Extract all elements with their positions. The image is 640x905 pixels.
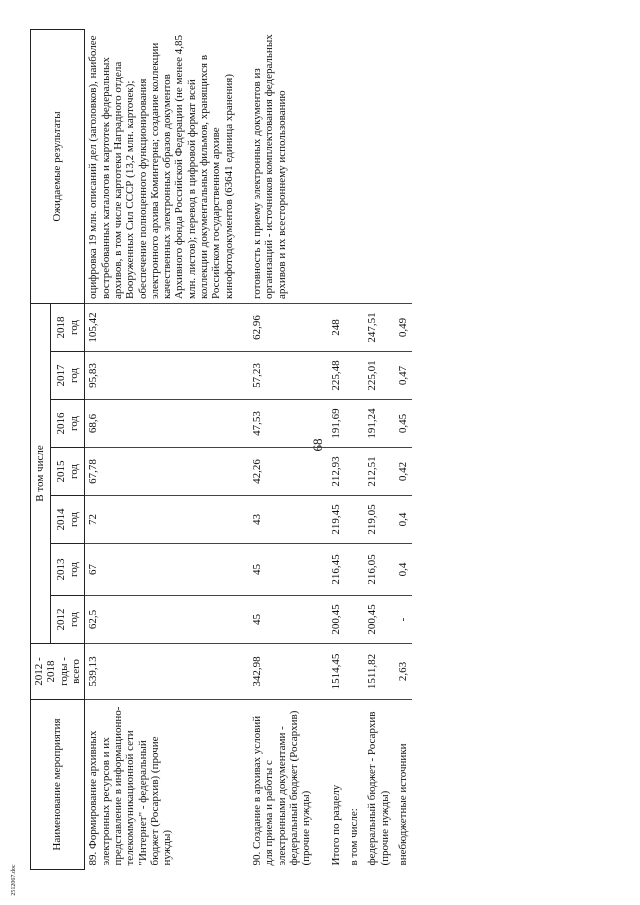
- table-row: [363, 29, 394, 869]
- year-cell: [345, 400, 363, 448]
- page-number: 68: [310, 438, 325, 452]
- year-cell: 225,48: [327, 352, 345, 400]
- year-cell: 45: [249, 544, 327, 596]
- results-cell: готовность к приему электронных документов из организаций - источников комплектования федеральных архивов и их всестороннему использованию: [249, 29, 327, 303]
- year-cell: [345, 496, 363, 544]
- table-row: [327, 29, 345, 869]
- total-cell: 539,13: [85, 644, 249, 700]
- header-year: [51, 544, 85, 596]
- footer-code: 2512067.doc: [11, 864, 17, 896]
- year-cell: 67,78: [85, 448, 249, 496]
- year-cell: 216,05: [363, 544, 394, 596]
- year-cell: -: [394, 596, 412, 644]
- results-cell: [394, 29, 412, 303]
- year-cell: [345, 596, 363, 644]
- year-cell: 0,4: [394, 544, 412, 596]
- header-year: [51, 496, 85, 544]
- year-label: 2017: [55, 364, 68, 387]
- header-year: [51, 303, 85, 351]
- year-cell: 43: [249, 496, 327, 544]
- header-including: В том числе: [31, 303, 51, 643]
- year-cell: [345, 303, 363, 351]
- results-cell: [345, 29, 363, 303]
- year-label: 2018: [55, 316, 68, 339]
- year-cell: 45: [249, 596, 327, 644]
- year-cell: [345, 352, 363, 400]
- year-cell: 0,47: [394, 352, 412, 400]
- header-total-line-1: 2012 -: [33, 657, 45, 686]
- header-year: [51, 448, 85, 496]
- year-cell: 67: [85, 544, 249, 596]
- measure-name: Итого по разделу: [329, 784, 342, 866]
- year-cell: 200,45: [363, 596, 394, 644]
- total-cell: 2,63: [394, 644, 412, 700]
- total-cell: 1511,82: [363, 644, 394, 700]
- year-cell: 0,49: [394, 303, 412, 351]
- year-label: 2014: [55, 508, 68, 531]
- year-cell: 0,4: [394, 496, 412, 544]
- measure-name: федеральный бюджет - Росархив (прочие нужды): [366, 711, 391, 866]
- measures-table: [30, 29, 412, 870]
- header-total-line-3: всего: [69, 659, 82, 684]
- year-cell: 68,6: [85, 400, 249, 448]
- year-unit: год: [67, 611, 80, 628]
- year-cell: 0,45: [394, 400, 412, 448]
- year-cell: [345, 544, 363, 596]
- rotated-table-container: [30, 30, 545, 870]
- year-label: 2013: [55, 558, 68, 581]
- measure-name: 90. Создание в архивах условий для приема и работы с электронными документами - федеральный бюджет (Росархив) (прочие нужды): [251, 710, 313, 866]
- year-cell: 200,45: [327, 596, 345, 644]
- header-year: [51, 596, 85, 644]
- year-cell: 212,51: [363, 448, 394, 496]
- year-cell: 62,5: [85, 596, 249, 644]
- table-body: [85, 29, 412, 869]
- measure-name: 89. Формирование архивных электронных ресурсов и их представление в информационно-телекоммуникационной сети "Интернет" - федеральный бюджет (Росархив) (прочие нужды): [87, 706, 174, 866]
- results-cell: оцифровка 19 млн. описаний дел (заголовков), наиболее востребованных каталогов и картотек федеральных архивов, в том числе картотеки Наградного отдела Вооруженных Сил СССР (13,2 млн. карточек); обеспечение полноценного функционирования электронного архива Коминтерна; создание коллекции качественных электронных образов документов Архивного фонда Российской Федерации (не менее 4,85 млн. листов); перевод в цифровой формат всей коллекции документальных фильмов, хранящихся в Российском государственном архиве кинофотодокументов (63641 единица хранения): [85, 29, 249, 303]
- year-unit: год: [67, 415, 80, 432]
- year-cell: 72: [85, 496, 249, 544]
- year-cell: 225,01: [363, 352, 394, 400]
- year-label: 2015: [55, 460, 68, 483]
- year-cell: 191,69: [327, 400, 345, 448]
- year-unit: год: [67, 367, 80, 384]
- table-row: [345, 29, 363, 869]
- year-unit: год: [67, 561, 80, 578]
- header-total: [31, 644, 85, 700]
- year-cell: 248: [327, 303, 345, 351]
- year-cell: 57,23: [249, 352, 327, 400]
- total-cell: 342,98: [249, 644, 327, 700]
- year-cell: 0,42: [394, 448, 412, 496]
- results-cell: [363, 29, 394, 303]
- year-cell: [345, 448, 363, 496]
- year-cell: 216,45: [327, 544, 345, 596]
- year-cell: 219,45: [327, 496, 345, 544]
- year-label: 2016: [55, 412, 68, 435]
- results-cell: [327, 29, 345, 303]
- measure-name: внебюджетные источники: [396, 743, 409, 866]
- year-cell: 42,26: [249, 448, 327, 496]
- table-row: [394, 29, 412, 869]
- year-cell: 105,42: [85, 303, 249, 351]
- table-row: [85, 29, 249, 869]
- year-unit: год: [67, 319, 80, 335]
- table-header: [31, 29, 85, 869]
- header-year: [51, 352, 85, 400]
- year-unit: год: [67, 463, 80, 480]
- year-cell: 212,93: [327, 448, 345, 496]
- total-cell: 1514,45: [327, 644, 345, 700]
- total-cell: [345, 644, 363, 700]
- year-cell: 95,83: [85, 352, 249, 400]
- header-year: [51, 400, 85, 448]
- year-cell: 219,05: [363, 496, 394, 544]
- year-label: 2012: [55, 608, 68, 631]
- year-cell: 247,51: [363, 303, 394, 351]
- year-cell: 191,24: [363, 400, 394, 448]
- year-cell: 62,96: [249, 303, 327, 351]
- header-name: Наименование мероприятия: [31, 700, 85, 870]
- header-total-line-2: 2018 годы -: [45, 657, 70, 686]
- table-row: [249, 29, 327, 869]
- measure-name: в том числе:: [347, 808, 360, 866]
- year-cell: 47,53: [249, 400, 327, 448]
- year-unit: год: [67, 511, 80, 528]
- header-results: Ожидаемые результаты: [31, 29, 85, 303]
